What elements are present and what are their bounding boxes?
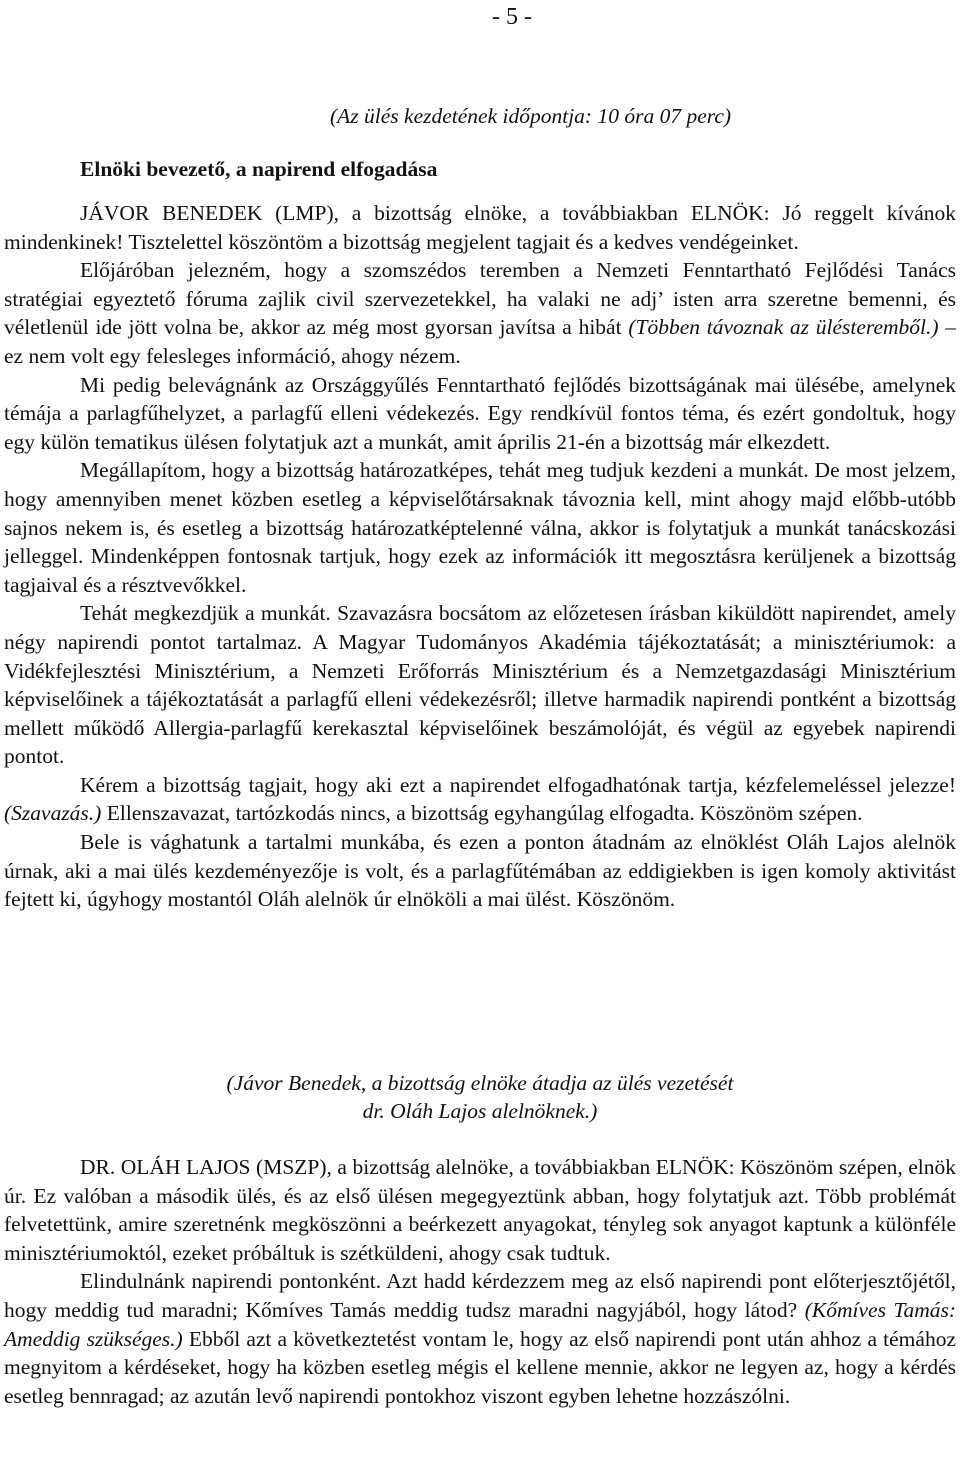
stage-direction: (Szavazás.) (4, 801, 102, 826)
paragraph: Mi pedig belevágnánk az Országgyűlés Fenntartható fejlődés bizottságának mai ülésébe, amelynek témája a parlagfűhelyzet, a parlagfű elleni védekezés. Egy rendkívül fontos téma, és ezért gondoltuk, hogy egy külön tematikus ülésen folytatjuk azt a munkát, amit április 21-én a bizottság már elkezdett. (4, 372, 956, 454)
paragraph: Kérem a bizottság tagjait, hogy aki ezt a napirendet elfogadhatónak tartja, kézfelemeléssel jelezze! (Szavazás.) Ellenszavazat, tartózkodás nincs, a bizottság egyhangúlag elfogadta. Köszönöm szépen. (4, 772, 956, 826)
stage-direction: (Többen távoznak az ülésteremből.) (628, 315, 939, 340)
paragraph: DR. OLÁH LAJOS (MSZP), a bizottság alelnöke, a továbbiakban ELNÖK: Köszönöm szépen, elnök úr. Ez valóban a második ülés, és az első ülésen megegyeztünk abban, hogy folytatjuk azt. Több problémát felvetettünk, amire szeretnénk megköszönni a beérkezett anyagokat, tényleg sok anyagot kaptunk a különféle minisztériumoktól, ezeket próbáltuk is szétküldeni, ahogy csak tudtuk. (4, 1155, 956, 1265)
paragraph: Megállapítom, hogy a bizottság határozatképes, tehát meg tudjuk kezdeni a munkát. De most jelzem, hogy amennyiben menet közben esetleg a képviselőtársaknak távoznia kell, mint ahogy majd előbb-utóbb sajnos nekem is, és esetleg a bizottság határozatképtelenné válna, akkor is folytatjuk a munkát tanácskozási jelleggel. Mindenképpen fontosnak tartjuk, hogy ezek az információk itt megosztásra kerüljenek a bizottság tagjaival és a résztvevőkkel. (4, 458, 956, 597)
vice-chair-section (4, 1153, 956, 1410)
paragraph: Előjáróban jelezném, hogy a szomszédos teremben a Nemzeti Fenntartható Fejlődési Tanács stratégiai egyeztető fóruma zajlik civil szervezetekkel, ha valaki ne adj’ isten arra szeretne bemenni, és véletlenül ide jött volna be, akkor az még most gyorsan javítsa a hibát (Többen távoznak az ülésteremből.) – ez nem volt egy felesleges információ, ahogy nézem. (4, 258, 957, 368)
page-number: - 5 - (492, 4, 532, 30)
paragraph: JÁVOR BENEDEK (LMP), a bizottság elnöke, a továbbiakban ELNÖK: Jó reggelt kívánok mindenkinek! Tisztelettel köszöntöm a bizottság megjelent tagjait és a kedves vendégeinket. (4, 201, 956, 254)
handover-note-line1: (Jávor Benedek, a bizottság elnöke átadja az ülés vezetését (226, 1071, 734, 1095)
handover-note-line2: dr. Oláh Lajos alelnöknek.) (362, 1099, 598, 1123)
stage-direction: (Kőmíves Tamás: Ameddig szükséges.) (4, 1297, 956, 1351)
section-heading: Elnöki bevezető, a napirend elfogadása (80, 157, 438, 181)
paragraph: Bele is vághatunk a tartalmi munkába, és ezen a ponton átadnám az elnöklést Oláh Lajos alelnök úrnak, aki a mai ülés kezdeményezője is volt, és a parlagfűtémában az eddigiekben is igen komoly aktivitást fejtett ki, úgyhogy mostantól Oláh alelnök úr elnököli a mai ülést. Köszönöm. (4, 830, 956, 912)
chair-opening-section (4, 199, 956, 914)
paragraph: Tehát megkezdjük a munkát. Szavazásra bocsátom az előzetesen írásban kiküldött napirendet, amely négy napirendi pontot tartalmaz. A Magyar Tudományos Akadémia tájékoztatását; a minisztériumok: a Vidékfejlesztési Minisztérium, a Nemzeti Erőforrás Minisztérium és a Nemzetgazdasági Minisztérium képviselőinek a tájékoztatását a parlagfű elleni védekezésről; illetve harmadik napirendi pontként a bizottság mellett működő Allergia-parlagfű kerekasztal képviselőinek beszámolóját, és végül az egyebek napirendi pontot. (4, 601, 956, 769)
paragraph: Elindulnánk napirendi pontonként. Azt hadd kérdezzem meg az első napirendi pont előterjesztőjétől, hogy meddig tud maradni; Kőmíves Tamás meddig tudsz maradni nagyjából, hogy látod? (Kőmíves Tamás: Ameddig szükséges.) Ebből azt a következtetést vontam le, hogy az első napirendi pont után ahhoz a témához megnyitom a kérdéseket, hogy ha közben esetleg mégis el kellene mennie, akkor ne legyen az, hogy a kérdés esetleg bennragad; az azután levő napirendi pontokhoz viszont egyben lehetne hozzászólni. (4, 1269, 956, 1408)
session-start-note: (Az ülés kezdetének időpontja: 10 óra 07 perc) (330, 104, 732, 128)
